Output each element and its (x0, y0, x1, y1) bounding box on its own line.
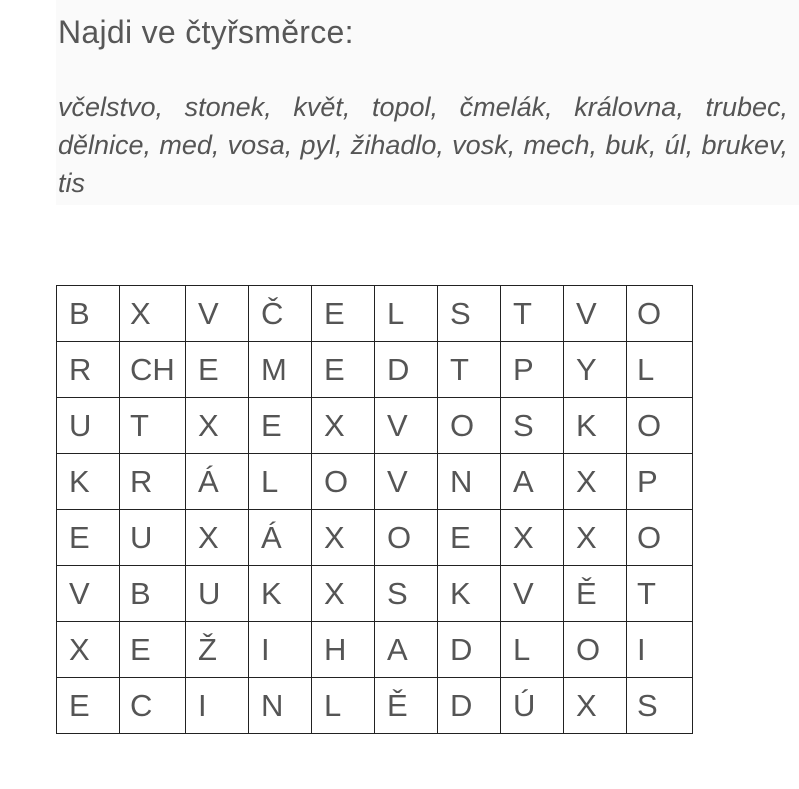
grid-cell: K (57, 454, 120, 510)
grid-cell: X (564, 454, 627, 510)
grid-row (57, 510, 693, 566)
grid-cell: N (249, 678, 312, 734)
grid-cell: L (375, 286, 438, 342)
grid-cell: L (249, 454, 312, 510)
grid-cell: P (501, 342, 564, 398)
grid-cell: K (438, 566, 501, 622)
grid-cell: U (120, 510, 186, 566)
grid-cell: T (627, 566, 693, 622)
grid-cell: E (120, 622, 186, 678)
grid-cell: Č (249, 286, 312, 342)
grid-cell: E (312, 286, 375, 342)
grid-cell: L (501, 622, 564, 678)
grid-cell: S (501, 398, 564, 454)
grid-cell: X (186, 510, 249, 566)
grid-cell: V (186, 286, 249, 342)
grid-cell: B (120, 566, 186, 622)
grid-cell: O (375, 510, 438, 566)
grid-cell: O (564, 622, 627, 678)
grid-cell: R (57, 342, 120, 398)
grid-cell: V (57, 566, 120, 622)
grid-cell: S (375, 566, 438, 622)
grid-cell: X (57, 622, 120, 678)
grid-row (57, 342, 693, 398)
grid-cell: L (312, 678, 375, 734)
grid-row (57, 566, 693, 622)
grid-cell: O (438, 398, 501, 454)
grid-cell: I (249, 622, 312, 678)
grid-row (57, 622, 693, 678)
grid-row (57, 398, 693, 454)
grid-cell: X (312, 398, 375, 454)
grid-cell: Ž (186, 622, 249, 678)
grid-cell: E (57, 510, 120, 566)
grid-cell: I (627, 622, 693, 678)
grid-cell: O (627, 286, 693, 342)
grid-cell: Ú (501, 678, 564, 734)
grid-cell: K (249, 566, 312, 622)
grid-cell: O (312, 454, 375, 510)
grid-cell: Á (249, 510, 312, 566)
grid-cell: R (120, 454, 186, 510)
grid-cell: E (186, 342, 249, 398)
grid-cell: B (57, 286, 120, 342)
grid-cell: X (564, 678, 627, 734)
grid-cell: S (627, 678, 693, 734)
grid-cell: O (627, 510, 693, 566)
grid-cell: U (57, 398, 120, 454)
grid-cell: V (564, 286, 627, 342)
grid-cell: E (57, 678, 120, 734)
grid-row (57, 286, 693, 342)
grid-cell: N (438, 454, 501, 510)
grid-row (57, 454, 693, 510)
grid-cell: D (438, 678, 501, 734)
grid-cell: V (375, 398, 438, 454)
grid-cell: D (375, 342, 438, 398)
grid-cell: I (186, 678, 249, 734)
grid-cell: X (564, 510, 627, 566)
grid-cell: X (312, 510, 375, 566)
grid-cell: A (375, 622, 438, 678)
word-search-grid (56, 285, 693, 734)
grid-cell: E (438, 510, 501, 566)
grid-cell: Ě (375, 678, 438, 734)
grid-cell: A (501, 454, 564, 510)
grid-cell: X (120, 286, 186, 342)
grid-cell: E (249, 398, 312, 454)
grid-cell: T (120, 398, 186, 454)
grid-cell: Ě (564, 566, 627, 622)
grid-cell: V (375, 454, 438, 510)
grid-cell: K (564, 398, 627, 454)
grid-row (57, 678, 693, 734)
grid-cell: C (120, 678, 186, 734)
grid-cell: T (438, 342, 501, 398)
page-title: Najdi ve čtyřsměrce: (58, 14, 354, 50)
grid-cell: CH (120, 342, 186, 398)
grid-cell: L (627, 342, 693, 398)
grid-cell: X (186, 398, 249, 454)
grid-cell: U (186, 566, 249, 622)
grid-cell: O (627, 398, 693, 454)
grid-cell: M (249, 342, 312, 398)
grid-cell: Y (564, 342, 627, 398)
grid-cell: H (312, 622, 375, 678)
grid-cell: V (501, 566, 564, 622)
grid-cell: X (501, 510, 564, 566)
grid-cell: P (627, 454, 693, 510)
grid-cell: E (312, 342, 375, 398)
grid-cell: Á (186, 454, 249, 510)
grid-cell: D (438, 622, 501, 678)
grid-cell: X (312, 566, 375, 622)
grid-cell: T (501, 286, 564, 342)
grid-cell: S (438, 286, 501, 342)
word-list: včelstvo, stonek, květ, topol, čmelák, královna, trubec, dělnice, med, vosa, pyl, žihadlo, vosk, mech, buk, úl, brukev, tis (58, 92, 788, 198)
